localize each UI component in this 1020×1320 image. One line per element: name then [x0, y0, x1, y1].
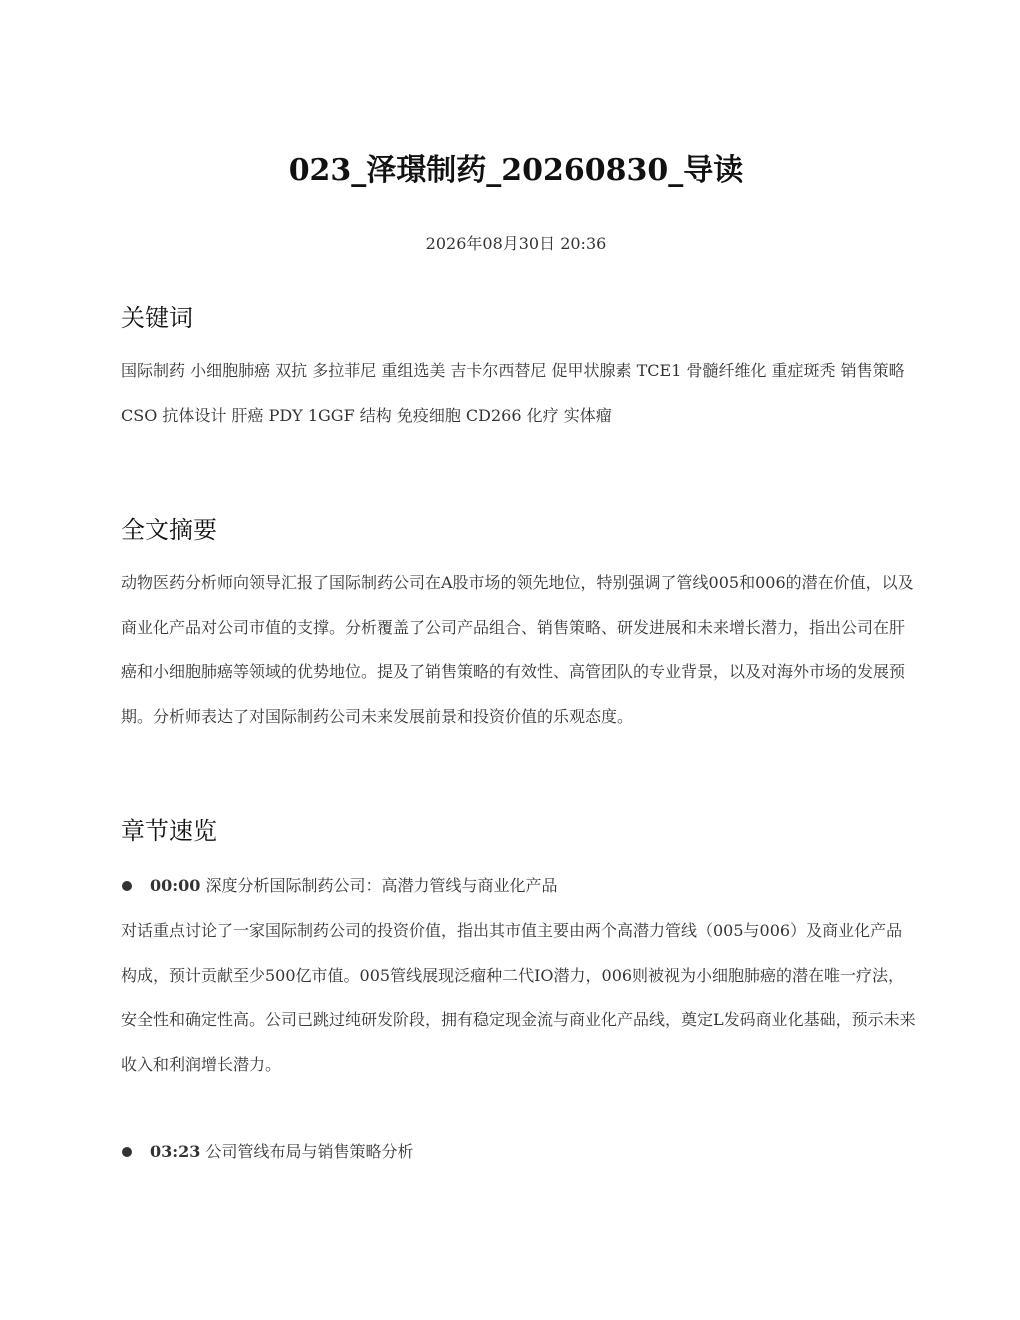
chapter-heading [150, 1140, 414, 1164]
chapters-heading: 章节速览 [121, 817, 217, 845]
chapter-heading [150, 874, 558, 898]
chapter-title: 深度分析国际制药公司：高潜力管线与商业化产品 [205, 876, 558, 895]
chapter-body: 对话重点讨论了一家国际制药公司的投资价值，指出其市值主要由两个高潜力管线（005与006）及商业化产品构成，预计贡献至少500亿市值。005管线展现泛瘤种二代IO潜力，006则被视为小细胞肺癌的潜在唯一疗法，安全性和确定性高。公司已跳过纯研发阶段，拥有稳定现金流与商业化产品线，奠定L发码商业化基础，预示未来收入和利润增长潜力。 [121, 921, 916, 1074]
keywords-text: 国际制药 小细胞肺癌 双抗 多拉菲尼 重组选美 吉卡尔西替尼 促甲状腺素 TCE1 骨髓纤维化 重症斑秃 销售策略 CSO 抗体设计 肝癌 PDY 1GGF 结构 免疫细胞 CD266 化疗 实体瘤 [121, 361, 905, 425]
document-title: 023_泽璟制药_20260830_导读 [288, 153, 744, 188]
chapter-time: 03:23 [150, 1142, 201, 1161]
keywords-heading: 关键词 [121, 304, 193, 332]
document-date: 2026年08月30日 20:36 [425, 234, 607, 253]
bullet-icon [122, 1147, 132, 1157]
summary-heading: 全文摘要 [121, 516, 217, 544]
summary-text: 动物医药分析师向领导汇报了国际制药公司在A股市场的领先地位，特别强调了管线005和006的潜在价值，以及商业化产品对公司市值的支撑。分析覆盖了公司产品组合、销售策略、研发进展和未来增长潜力，指出公司在肝癌和小细胞肺癌等领域的优势地位。提及了销售策略的有效性、高管团队的专业背景，以及对海外市场的发展预期。分析师表达了对国际制药公司未来发展前景和投资价值的乐观态度。 [121, 573, 914, 726]
bullet-icon [122, 881, 132, 891]
chapter-time: 00:00 [150, 876, 201, 895]
chapter-title: 公司管线布局与销售策略分析 [205, 1142, 414, 1161]
